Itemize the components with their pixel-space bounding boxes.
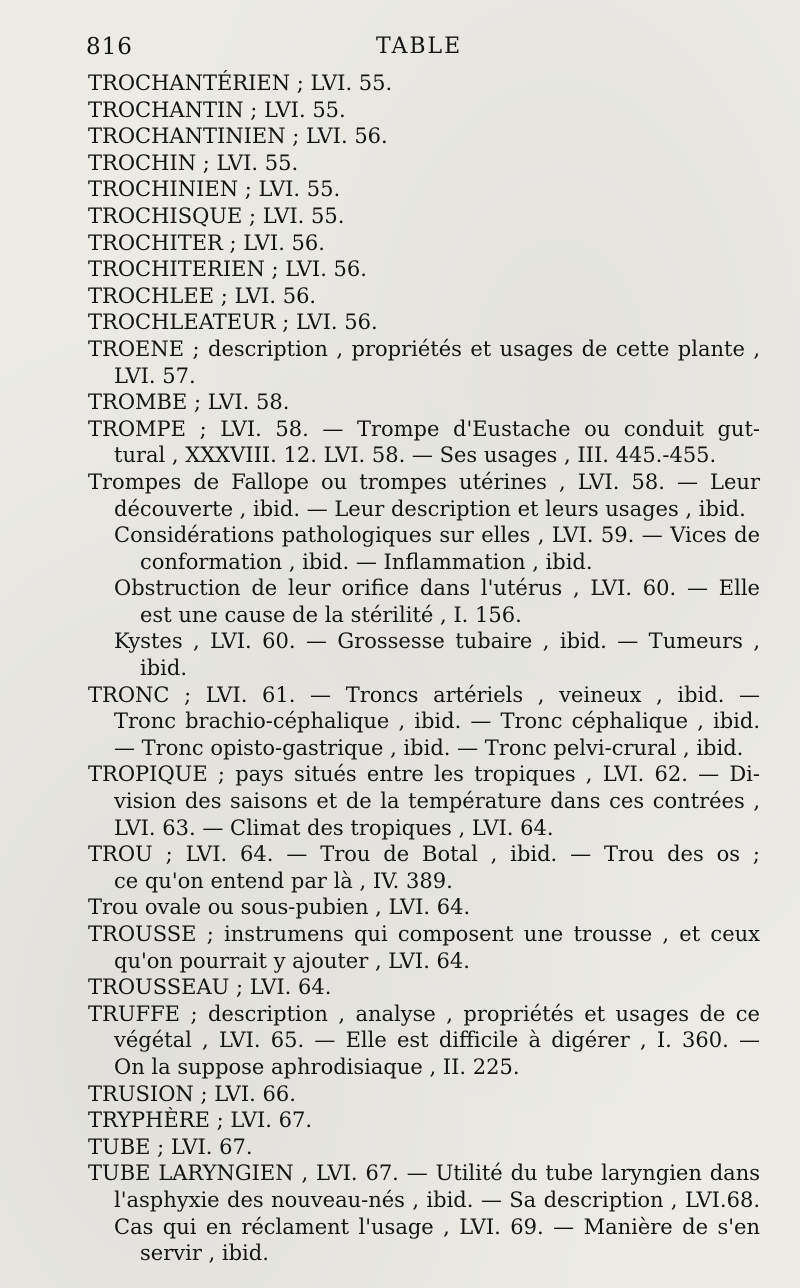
- index-line: TROU ; LVI. 64. — Trou de Botal , ibid. — Trou des os ;: [88, 842, 760, 867]
- index-line: Trou ovale ou sous-pubien , LVI. 64.: [88, 895, 471, 920]
- index-line: Cas qui en réclament l'usage , LVI. 69. — Manière de s'en: [114, 1214, 760, 1239]
- page-number: 816: [86, 34, 133, 60]
- index-line: Kystes , LVI. 60. — Grossesse tubaire , ibid. — Tumeurs ,: [114, 629, 760, 654]
- index-line: On la suppose aphrodisiaque , II. 225.: [114, 1054, 520, 1079]
- index-line: — Tronc opisto-gastrique , ibid. — Tronc pelvi-crural , ibid.: [114, 735, 744, 760]
- index-line: TUBE LARYNGIEN , LVI. 67. — Utilité du tube laryngien dans: [88, 1161, 760, 1186]
- index-line: TROCHINIEN ; LVI. 55.: [88, 177, 341, 202]
- index-line: LVI. 57.: [114, 363, 196, 388]
- index-text-block: [88, 70, 760, 1267]
- index-line: TRYPHÈRE ; LVI. 67.: [88, 1108, 313, 1133]
- running-title: TABLE: [376, 34, 463, 59]
- index-line: TROMPE ; LVI. 58. — Trompe d'Eustache ou conduit gut-: [88, 416, 760, 441]
- index-line: TROCHLEATEUR ; LVI. 56.: [88, 310, 378, 335]
- index-line: TROUSSE ; instrumens qui composent une trousse , et ceux: [88, 922, 760, 946]
- index-line: TROCHISQUE ; LVI. 55.: [88, 203, 345, 228]
- index-line: ce qu'on entend par là , IV. 389.: [114, 868, 453, 893]
- index-line: servir , ibid.: [140, 1241, 269, 1266]
- index-line: TROCHIN ; LVI. 55.: [88, 150, 299, 175]
- index-line: TROCHANTINIEN ; LVI. 56.: [88, 124, 388, 149]
- index-line: Trompes de Fallope ou trompes utérines , LVI. 58. — Leur: [88, 469, 760, 494]
- index-line: est une cause de la stérilité , I. 156.: [140, 602, 522, 627]
- index-line: TRUFFE ; description , analyse , propriétés et usages de ce: [88, 1001, 760, 1026]
- index-line: TROENE ; description , propriétés et usages de cette plante ,: [88, 336, 760, 361]
- index-line: vision des saisons et de la température dans ces contrées ,: [114, 789, 760, 814]
- index-line: TROMBE ; LVI. 58.: [88, 390, 290, 415]
- index-line: LVI. 63. — Climat des tropiques , LVI. 64.: [114, 815, 554, 840]
- index-line: TRUSION ; LVI. 66.: [88, 1081, 296, 1106]
- index-line: découverte , ibid. — Leur description et leurs usages , ibid.: [114, 496, 746, 521]
- index-line: ibid.: [140, 656, 187, 681]
- index-line: TUBE ; LVI. 67.: [88, 1134, 253, 1159]
- index-line: TROPIQUE ; pays situés entre les tropiques , LVI. 62. — Di-: [88, 762, 760, 787]
- index-line: TROUSSEAU ; LVI. 64.: [88, 975, 332, 1000]
- index-line: Tronc brachio-céphalique , ibid. — Tronc céphalique , ibid.: [114, 709, 760, 734]
- index-line: TROCHANTÉRIEN ; LVI. 55.: [88, 71, 393, 95]
- index-line: TROCHANTIN ; LVI. 55.: [88, 97, 346, 122]
- index-line: conformation , ibid. — Inflammation , ibid.: [140, 549, 593, 574]
- index-line: Considérations pathologiques sur elles , LVI. 59. — Vices de: [114, 523, 760, 548]
- index-line: l'asphyxie des nouveau-nés , ibid. — Sa description , LVI.68.: [114, 1187, 760, 1212]
- index-line: TROCHITERIEN ; LVI. 56.: [88, 257, 367, 282]
- index-line: tural , XXXVIII. 12. LVI. 58. — Ses usages , III. 445.-455.: [114, 443, 717, 468]
- index-line: Obstruction de leur orifice dans l'utérus , LVI. 60. — Elle: [114, 576, 760, 601]
- running-head: [86, 34, 760, 62]
- index-line: qu'on pourrait y ajouter , LVI. 64.: [114, 948, 470, 973]
- index-line: TROCHITER ; LVI. 56.: [88, 230, 325, 255]
- index-line: TROCHLEE ; LVI. 56.: [88, 283, 317, 308]
- index-line: TRONC ; LVI. 61. — Troncs artériels , veineux , ibid. —: [88, 682, 760, 707]
- index-line: végétal , LVI. 65. — Elle est difficile à digérer , I. 360. —: [114, 1028, 760, 1053]
